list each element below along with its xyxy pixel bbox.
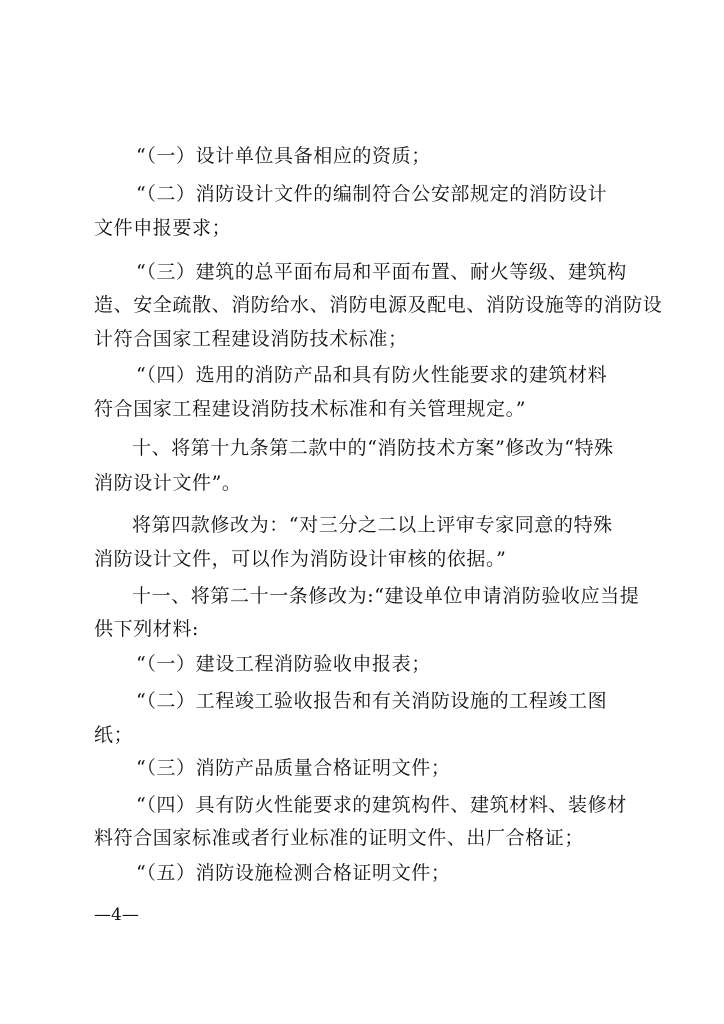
text-line: “（一）设计单位具备相应的资质； <box>136 145 431 167</box>
text-line: 将第四款修改为：“对三分之二以上评审专家同意的特殊 <box>132 514 613 536</box>
text-line: 造、安全疏散、消防给水、消防电源及配电、消防设施等的消防设 <box>94 294 663 316</box>
text-line: “（二）消防设计文件的编制符合公安部规定的消防设计 <box>136 183 608 205</box>
text-line: 十、将第十九条第二款中的“消防技术方案”修改为“特殊 <box>132 437 614 459</box>
text-line: 计符合国家工程建设消防技术标准； <box>94 328 408 350</box>
text-line: 料符合国家标准或者行业标准的证明文件、出厂合格证； <box>94 827 585 849</box>
text-line: “（四）具有防火性能要求的建筑构件、建筑材料、装修材 <box>136 794 627 816</box>
text-line: 纸； <box>94 724 134 746</box>
text-line: 符合国家工程建设消防技术标准和有关管理规定。” <box>94 398 527 420</box>
text-line: 供下列材料: <box>94 618 200 640</box>
page-number: —4— <box>94 905 139 925</box>
text-line: “（四）选用的消防产品和具有防火性能要求的建筑材料 <box>136 364 608 386</box>
text-line: “（三）消防产品质量合格证明文件； <box>136 757 451 779</box>
text-line: “（三）建筑的总平面布局和平面布置、耐火等级、建筑构 <box>136 261 627 283</box>
text-line: “（一）建设工程消防验收申报表； <box>136 653 431 675</box>
text-line: 十一、将第二十一条修改为:“建设单位申请消防验收应当提 <box>132 585 640 607</box>
text-line: 消防设计文件，可以作为消防设计审核的依据。” <box>94 548 507 570</box>
text-line: 文件申报要求； <box>94 217 232 239</box>
text-line: “（二）工程竣工验收报告和有关消防设施的工程竣工图 <box>136 690 608 712</box>
text-line: “（五）消防设施检测合格证明文件； <box>136 862 451 884</box>
text-line: 消防设计文件”。 <box>94 472 242 494</box>
